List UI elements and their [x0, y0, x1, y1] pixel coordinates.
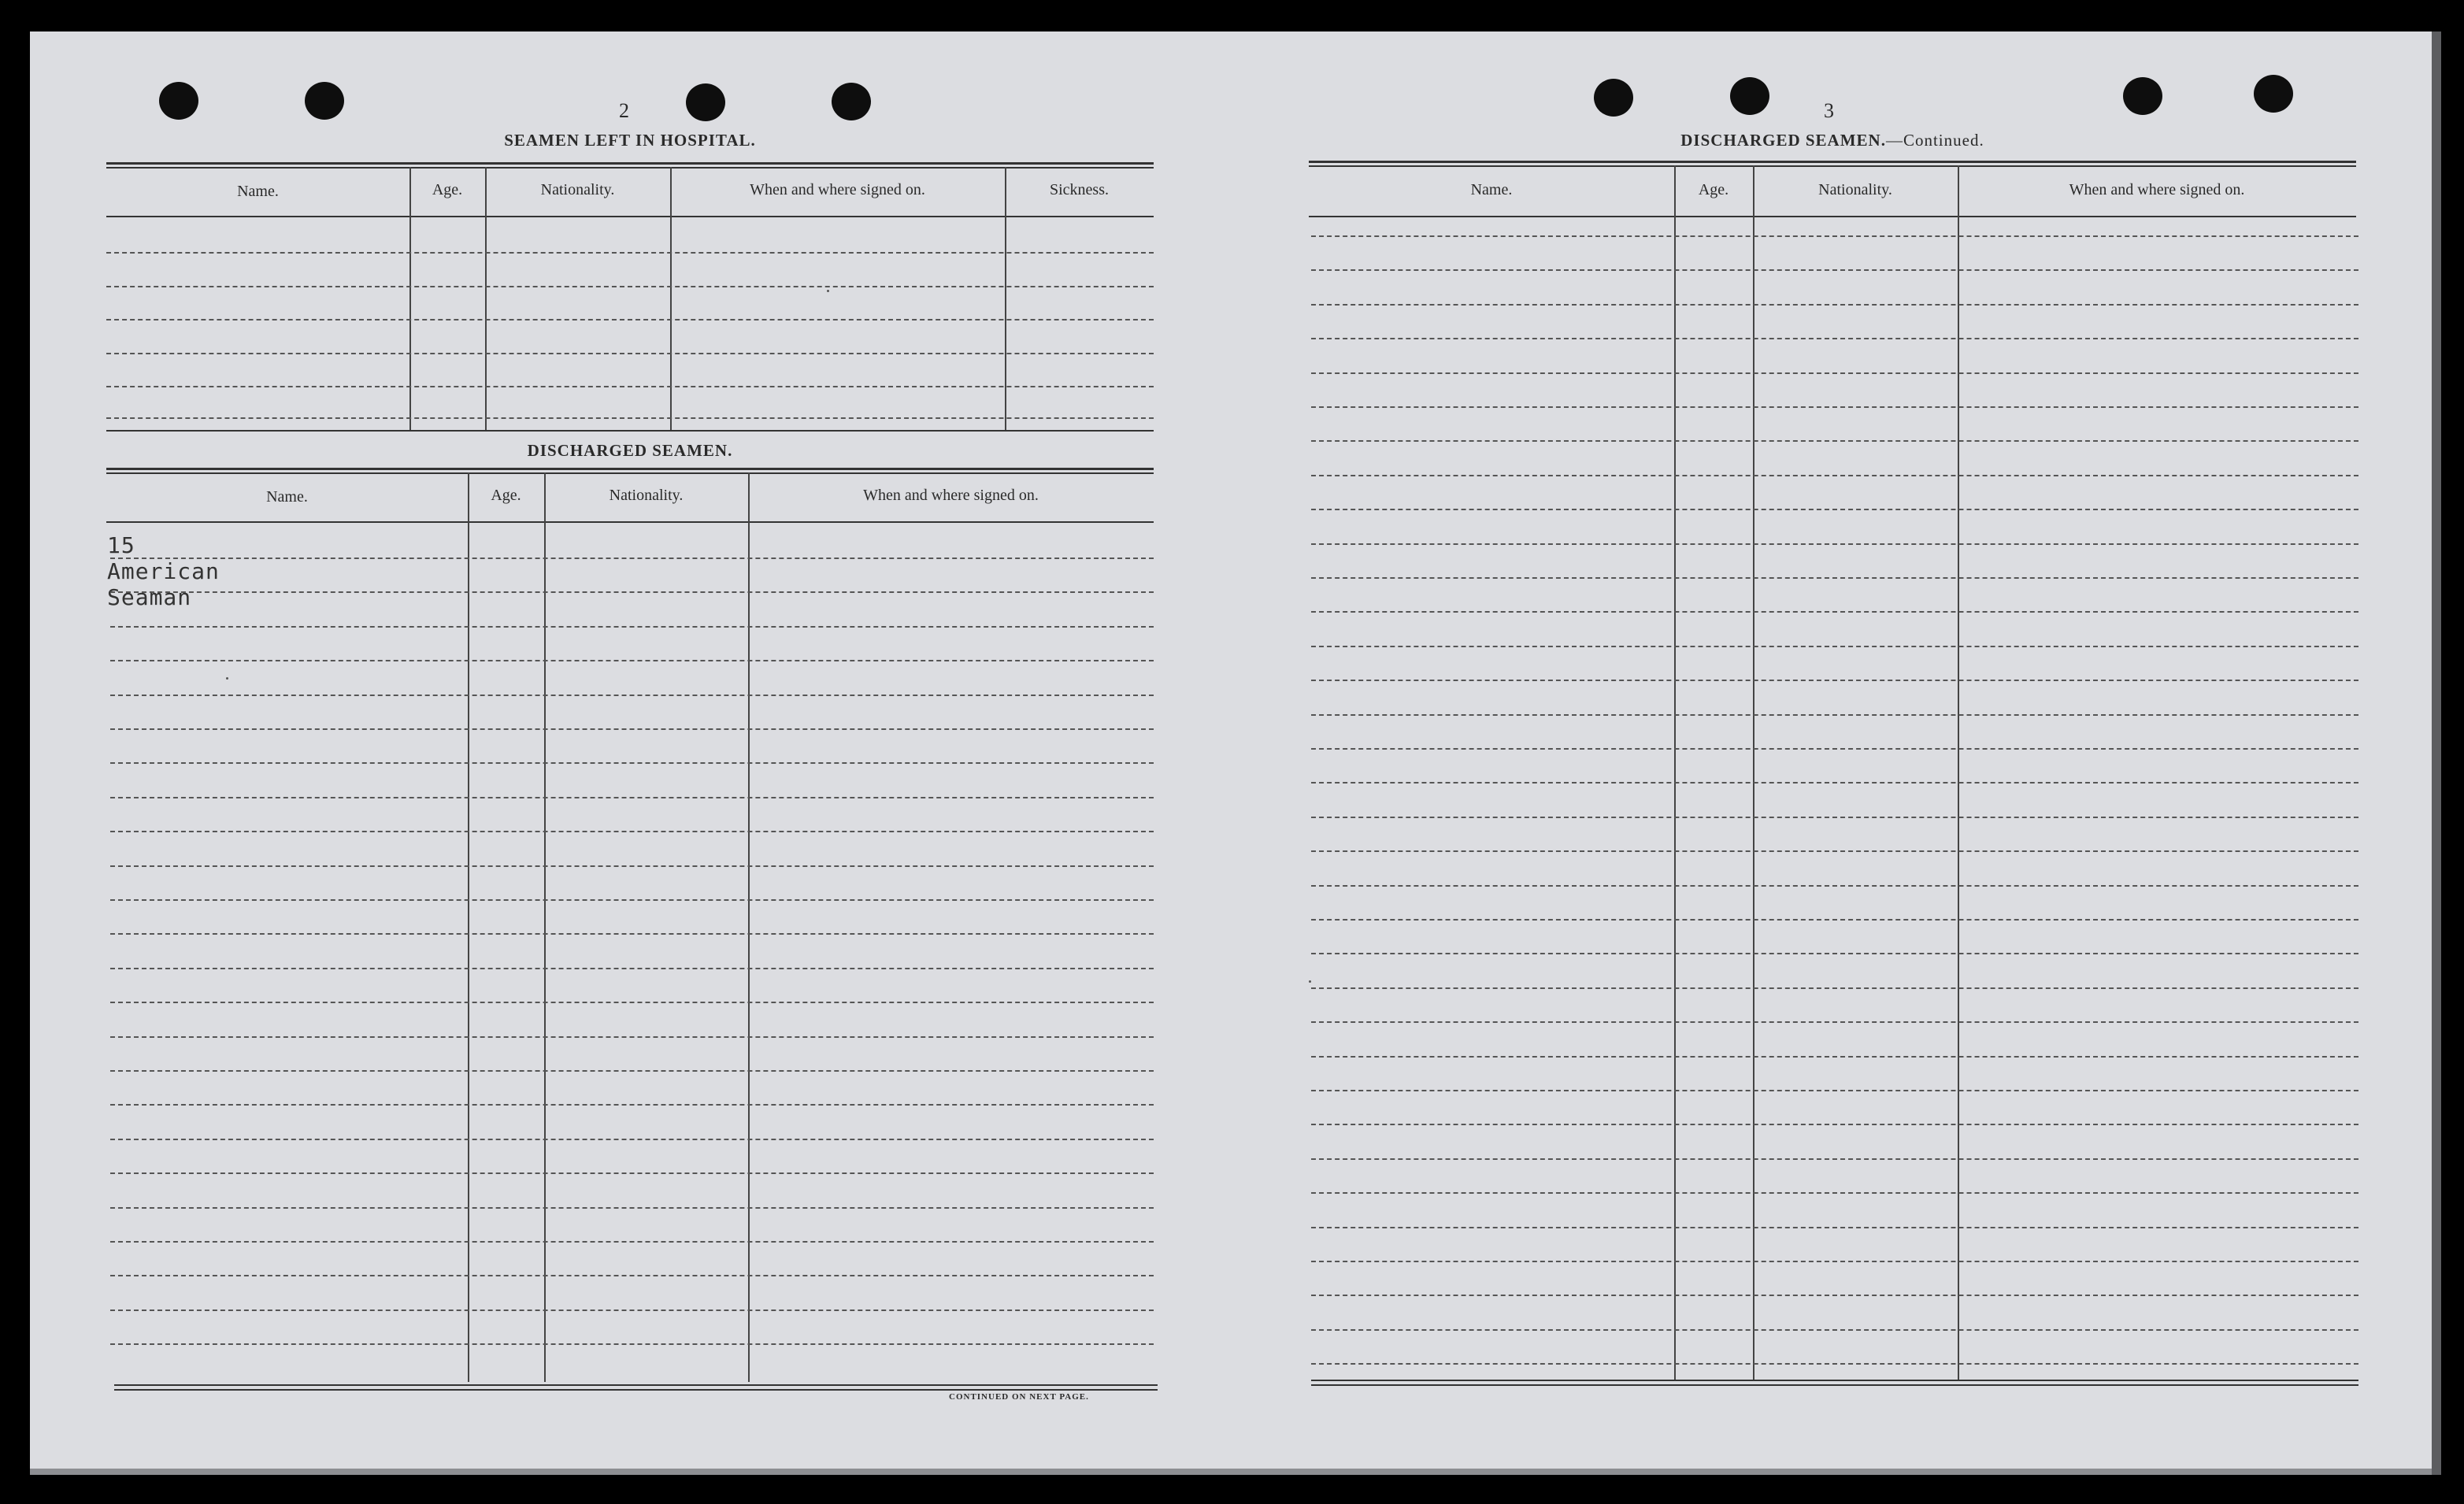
table-row [110, 660, 1154, 661]
column-header-name: Name. [266, 488, 308, 506]
table-row [1311, 1363, 2358, 1365]
table-row [106, 319, 1154, 320]
table-row [1311, 269, 2358, 271]
column-header-nationality: Nationality. [609, 487, 684, 504]
punch-hole [159, 82, 198, 120]
table-row [106, 386, 1154, 387]
table-row [110, 1104, 1154, 1106]
table-row [110, 695, 1154, 696]
table-row [110, 1139, 1154, 1140]
table-row [110, 1310, 1154, 1311]
sheet-bottom-edge [30, 1469, 2432, 1475]
table-row [110, 1036, 1154, 1038]
table-row [1311, 1056, 2358, 1058]
punch-hole [1594, 79, 1633, 117]
seaman-entry: 15 American Seaman [107, 532, 220, 610]
column-header-name: Name. [1470, 181, 1513, 198]
table-row [110, 831, 1154, 832]
table-row [1311, 817, 2358, 818]
table-row [1311, 235, 2358, 237]
table-row [110, 865, 1154, 867]
table-row [1311, 919, 2358, 921]
column-header-nationality: Nationality. [1818, 181, 1892, 198]
table-row [1311, 680, 2358, 681]
table-row [110, 1070, 1154, 1072]
table-row [106, 353, 1154, 354]
table-row [106, 286, 1154, 287]
table-row [1311, 338, 2358, 339]
page-number: 3 [1824, 99, 1835, 122]
table-row [110, 1241, 1154, 1243]
punch-hole [2123, 77, 2162, 115]
discharged-continued-title: DISCHARGED SEAMEN.—Continued. [1680, 131, 1984, 150]
column-header-age: Age. [432, 181, 463, 198]
table-row [110, 899, 1154, 901]
table-row [1311, 509, 2358, 510]
table-row [1311, 987, 2358, 989]
hospital-section-title: SEAMEN LEFT IN HOSPITAL. [504, 131, 756, 150]
table-row [1311, 850, 2358, 852]
table-row [106, 252, 1154, 254]
table-row [1311, 475, 2358, 476]
table-row [110, 968, 1154, 969]
table-row [110, 591, 1154, 593]
table-row [110, 1002, 1154, 1003]
table-row [1311, 1090, 2358, 1091]
column-header-signed-on: When and where signed on. [863, 487, 1039, 504]
discharged-section-title: DISCHARGED SEAMEN. [527, 441, 733, 460]
table-row [1311, 953, 2358, 954]
punch-hole [305, 82, 344, 120]
table-row [1311, 714, 2358, 716]
table-row [1311, 372, 2358, 374]
paper-speck [827, 290, 829, 292]
table-row [110, 1207, 1154, 1209]
punch-hole [2254, 75, 2293, 113]
table-row [1311, 406, 2358, 408]
table-row [110, 797, 1154, 798]
table-row [1311, 1329, 2358, 1331]
column-header-age: Age. [1698, 181, 1729, 198]
table-row [1311, 885, 2358, 887]
register-sheet [30, 31, 2432, 1469]
table-row [110, 1172, 1154, 1174]
column-header-signed-on: When and where signed on. [2069, 181, 2245, 198]
column-header-signed-on: When and where signed on. [750, 181, 925, 198]
table-row [110, 558, 1154, 559]
page-number: 2 [619, 99, 630, 122]
table-row [1311, 646, 2358, 647]
table-row [1311, 543, 2358, 545]
continued-footnote: CONTINUED ON NEXT PAGE. [949, 1392, 1089, 1402]
punch-hole [686, 83, 725, 121]
table-row [1311, 440, 2358, 442]
table-row [1311, 1021, 2358, 1023]
table-row [1311, 1261, 2358, 1262]
punch-hole [832, 83, 871, 120]
paper-speck [226, 677, 228, 680]
table-row [106, 417, 1154, 419]
table-row [1311, 782, 2358, 783]
column-header-name: Name. [237, 183, 279, 200]
table-row [1311, 1124, 2358, 1125]
table-row [1311, 577, 2358, 579]
table-row [110, 626, 1154, 628]
column-header-age: Age. [491, 487, 521, 504]
sheet-right-edge [2432, 31, 2441, 1475]
table-row [110, 728, 1154, 730]
table-row [1311, 304, 2358, 306]
table-row [1311, 1295, 2358, 1296]
table-row [110, 1343, 1154, 1345]
table-row [110, 762, 1154, 764]
table-row [110, 1275, 1154, 1276]
table-row [110, 933, 1154, 935]
column-header-sickness: Sickness. [1050, 181, 1109, 198]
punch-hole [1730, 77, 1769, 115]
paper-speck [1309, 980, 1311, 983]
table-row [1311, 1158, 2358, 1160]
table-row [1311, 611, 2358, 613]
table-row [1311, 1192, 2358, 1194]
column-header-nationality: Nationality. [540, 181, 615, 198]
table-row [1311, 748, 2358, 750]
table-row [1311, 1227, 2358, 1228]
